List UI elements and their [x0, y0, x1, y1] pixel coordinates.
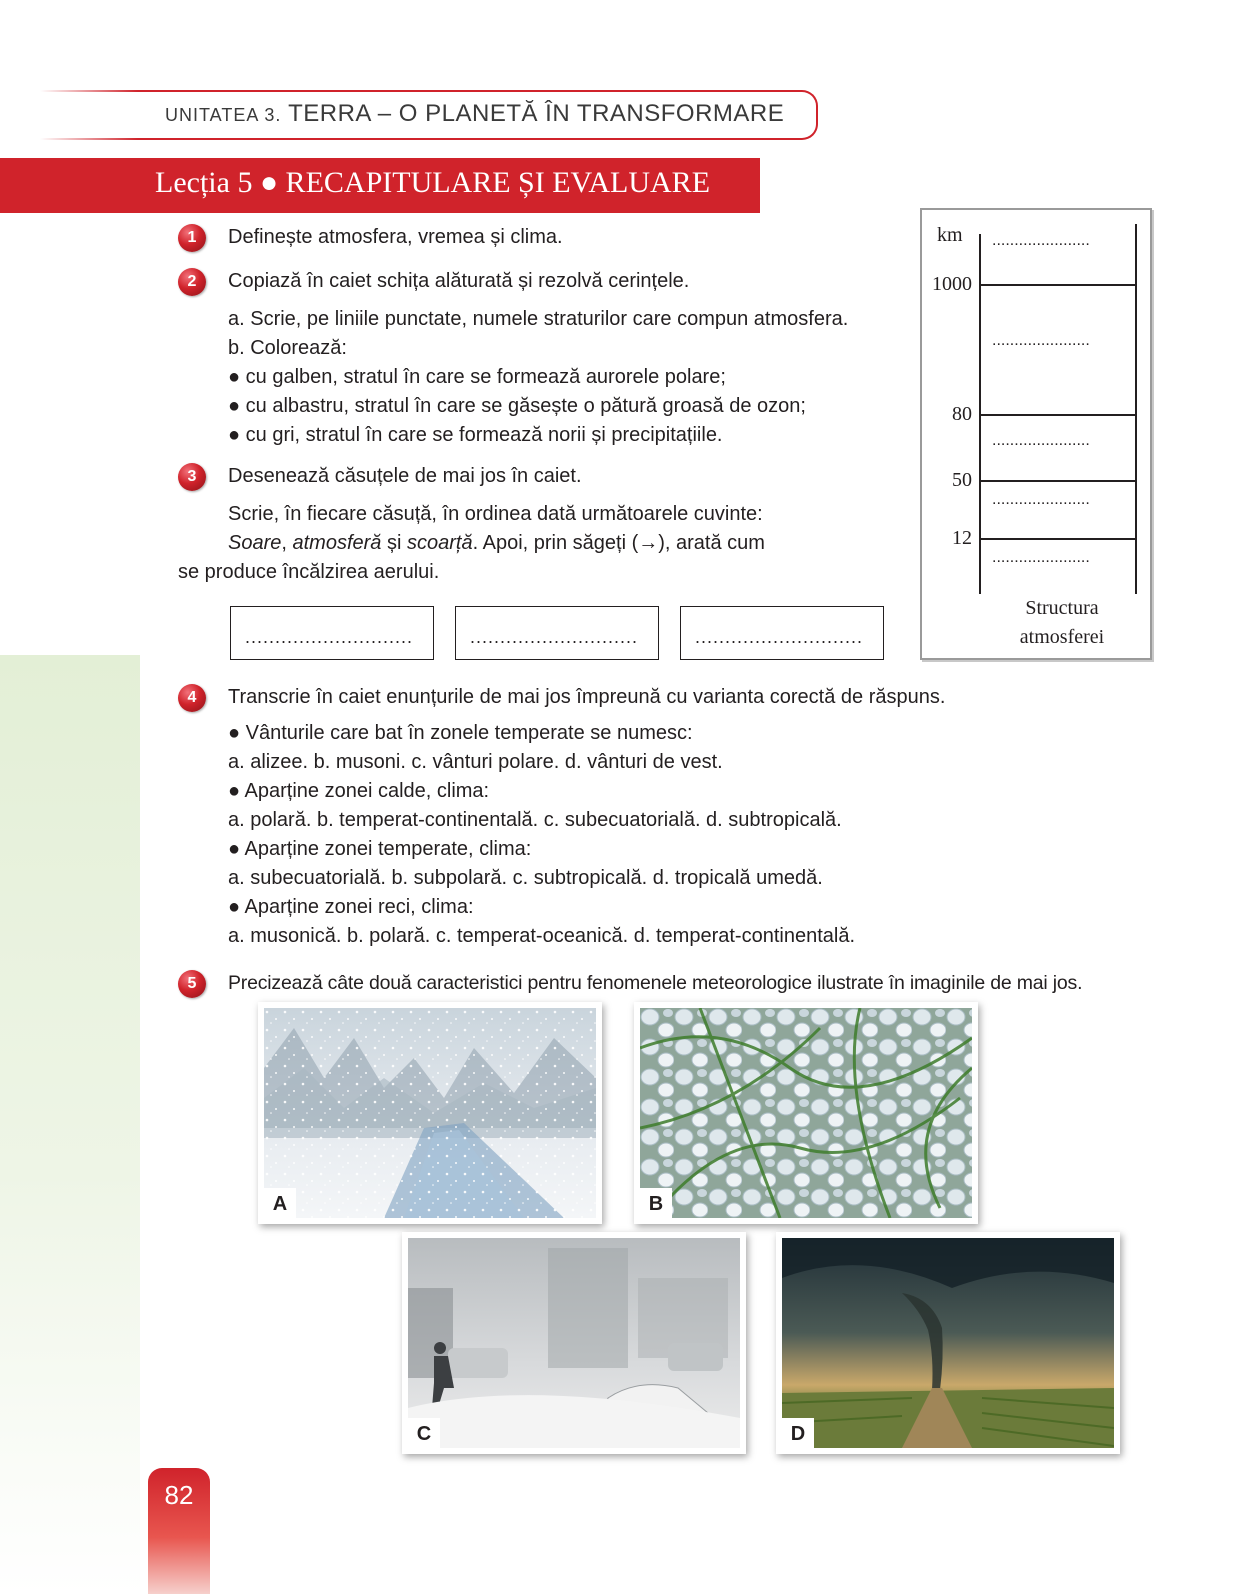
exercise-4-line: a. subecuatorială. b. subpolară. c. subtropicală. d. tropicală umedă.	[228, 867, 823, 889]
exercise-4-line: a. alizee. b. musoni. c. vânturi polare. d. vânturi de vest.	[228, 751, 723, 773]
atmosphere-diagram	[920, 208, 1152, 660]
photo-label-b: B	[640, 1188, 672, 1218]
diagram-line-80	[979, 414, 1137, 416]
page-number: 82	[164, 1480, 194, 1510]
diagram-caption: Structura atmosferei	[1019, 597, 1105, 648]
exercise-4-line: a. musonică. b. polară. c. temperat-oceanică. d. temperat-continentală.	[228, 925, 856, 947]
diagram-line-1000	[979, 284, 1137, 286]
exercise-2-text: Copiază în caiet schița alăturată și rezolvă cerințele.	[228, 270, 690, 292]
unit-title: TERRA – O PLANETĂ ÎN TRANSFORMARE	[288, 100, 785, 127]
exercise-number-3: 3	[178, 463, 206, 491]
answer-box-1: ............................	[230, 606, 434, 660]
exercise-3-line1: Scrie, în fiecare căsuță, în ordinea dată următoarele cuvinte:	[228, 503, 763, 525]
diagram-tick-12: 12	[952, 527, 972, 549]
exercise-number-2: 2	[178, 268, 206, 296]
unit-prefix: UNITATEA 3.	[165, 105, 282, 125]
photo-label-c: C	[408, 1418, 440, 1448]
lesson-title: Lecția 5 ● RECAPITULARE ȘI EVALUARE	[155, 166, 711, 199]
exercise-4-line: a. polară. b. temperat-continentală. c. subecuatorială. d. subtropicală.	[228, 809, 842, 831]
exercise-number-4: 4	[178, 684, 206, 712]
side-band	[0, 655, 140, 1594]
diagram-dotted-line: ......................	[992, 549, 1090, 566]
exercise-2-bullet: ● cu albastru, stratul în care se găsește o pătură groasă de ozon;	[228, 395, 806, 417]
exercise-3-line2: Soare, atmosferă și scoarță. Apoi, prin săgeți (→), arată cum	[228, 532, 765, 554]
exercise-number-1: 1	[178, 224, 206, 252]
exercise-4-line: ● Vânturile care bat în zonele temperate se numesc:	[228, 722, 693, 744]
unit-header	[165, 100, 784, 128]
exercise-4-text: Transcrie în caiet enunțurile de mai jos împreună cu varianta corectă de răspuns.	[228, 686, 946, 708]
hail-photo	[634, 1002, 978, 1224]
diagram-tick-1000: 1000	[932, 273, 972, 295]
exercise-3-line3: se produce încălzirea aerului.	[178, 561, 440, 583]
answer-box-3: ............................	[680, 606, 884, 660]
diagram-dotted-line: ......................	[992, 491, 1090, 508]
exercise-3-text: Desenează căsuțele de mai jos în caiet.	[228, 465, 582, 487]
diagram-dotted-line: ......................	[992, 432, 1090, 449]
exercise-number-5: 5	[178, 970, 206, 998]
exercise-2-bullet: ● cu galben, stratul în care se formează aurorele polare;	[228, 366, 726, 388]
diagram-dotted-line: ......................	[992, 332, 1090, 349]
exercise-2-b: b. Colorează:	[228, 337, 347, 359]
diagram-tick-50: 50	[952, 469, 972, 491]
photo-label-d: D	[782, 1418, 814, 1448]
exercise-5-text: Precizează câte două caracteristici pentru fenomenele meteorologice ilustrate în imaginile de mai jos.	[228, 972, 1083, 994]
diagram-line-50	[979, 480, 1137, 482]
exercise-4-line: ● Aparține zonei reci, clima:	[228, 896, 474, 918]
blizzard-photo	[402, 1232, 746, 1454]
exercise-1-text: Definește atmosfera, vremea și clima.	[228, 226, 563, 248]
exercise-4-line: ● Aparține zonei temperate, clima:	[228, 838, 532, 860]
tornado-photo	[776, 1232, 1120, 1454]
diagram-unit-label: km	[937, 224, 963, 246]
diagram-dotted-line: ......................	[992, 232, 1090, 249]
diagram-line-12	[979, 538, 1137, 540]
answer-box-2: ............................	[455, 606, 659, 660]
exercise-2-bullet: ● cu gri, stratul în care se formează norii și precipitațiile.	[228, 424, 723, 446]
diagram-tick-80: 80	[952, 403, 972, 425]
photo-label-a: A	[264, 1188, 296, 1218]
exercise-4-line: ● Aparține zonei calde, clima:	[228, 780, 490, 802]
snowy-road-photo	[258, 1002, 602, 1224]
exercise-2-a: a. Scrie, pe liniile punctate, numele straturilor care compun atmosfera.	[228, 308, 849, 330]
